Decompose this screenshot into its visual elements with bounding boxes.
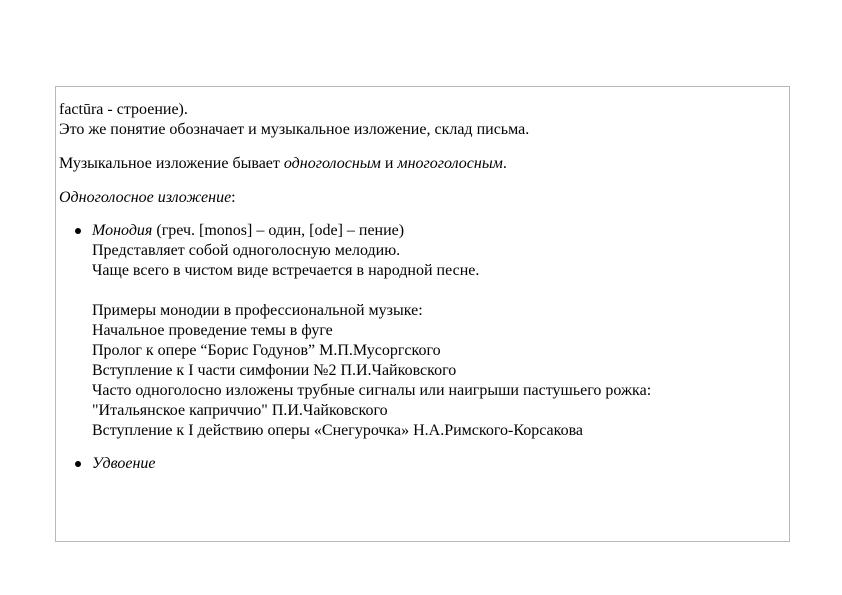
example-line-2: Начальное проведение темы в фуге xyxy=(92,322,333,339)
exposition-list xyxy=(59,221,785,474)
monody-term: Монодия xyxy=(92,222,153,239)
single-heading xyxy=(59,188,785,208)
monody-title-line xyxy=(92,221,785,241)
types-multi: многоголосным xyxy=(397,155,503,172)
types-paragraph xyxy=(59,154,785,174)
example-line-3: Пролог к опере “Борис Годунов” М.П.Мусоргского xyxy=(92,342,441,359)
types-and: и xyxy=(380,155,398,172)
list-item-monody xyxy=(92,221,785,441)
intro-paragraph xyxy=(59,100,785,140)
blank-line xyxy=(92,281,785,301)
doubling-term: Удвоение xyxy=(92,455,156,472)
monody-term-rest: (греч. [monos] – один, [ode] – пение) xyxy=(152,222,405,239)
example-line-6: "Итальянское каприччио" П.И.Чайковского xyxy=(92,402,388,419)
single-heading-colon: : xyxy=(231,189,236,206)
types-line xyxy=(59,154,785,174)
types-single: одноголосным xyxy=(283,155,381,172)
types-prefix: Музыкальное изложение бывает xyxy=(59,155,284,172)
document-content xyxy=(59,100,785,474)
intro-line-2: Это же понятие обозначает и музыкальное изложение, склад письма. xyxy=(59,121,530,138)
document-frame xyxy=(55,86,790,542)
doubling-title-line xyxy=(92,454,785,474)
bullet-icon xyxy=(75,461,81,467)
example-line-4: Вступление к I части симфонии №2 П.И.Чайковского xyxy=(92,362,457,379)
list-item-doubling xyxy=(92,454,785,474)
single-heading-paragraph xyxy=(59,188,785,208)
single-heading-text: Одноголосное изложение xyxy=(59,189,232,206)
example-line-5: Часто одноголосно изложены трубные сигналы или наигрыши пастушьего рожка: xyxy=(92,382,652,399)
example-line-1: Примеры монодии в профессиональной музыке: xyxy=(92,302,423,319)
intro-line-1: factūra - строение). xyxy=(59,101,188,118)
example-line-7: Вступление к I действию оперы «Снегурочка» Н.А.Римского-Корсакова xyxy=(92,422,584,439)
types-end: . xyxy=(502,155,507,172)
bullet-icon xyxy=(75,228,81,234)
monody-line-2: Чаще всего в чистом виде встречается в народной песне. xyxy=(92,262,480,279)
monody-line-1: Представляет собой одноголосную мелодию. xyxy=(92,242,401,259)
